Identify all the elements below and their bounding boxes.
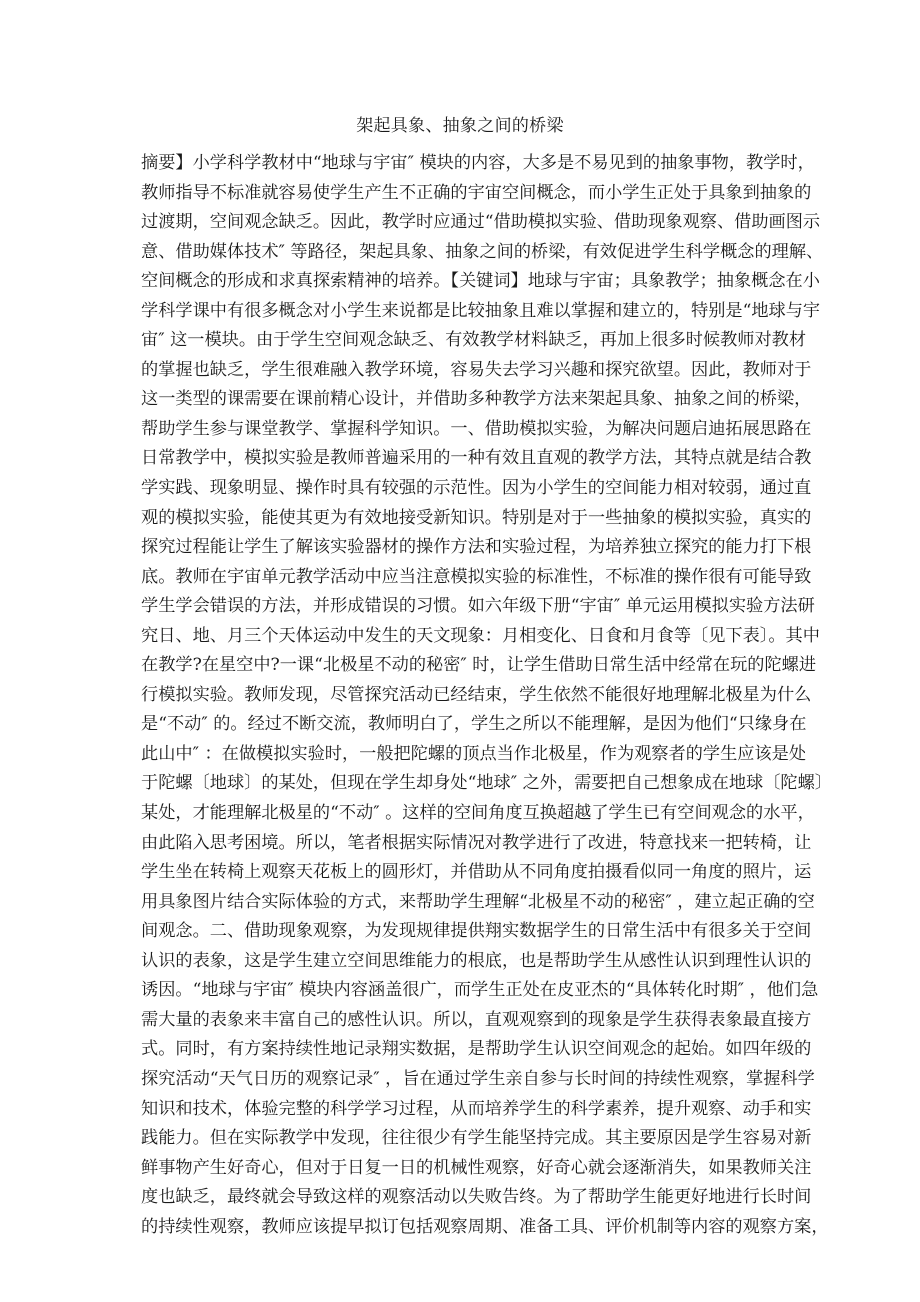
body-line: 某处，才能理解北极星的“不动″ 。这样的空间角度互换超越了学生已有空间观念的水平， — [141, 803, 815, 824]
body-line: 诱因。“地球与宇宙″ 模块内容涵盖很广，而学生正处在皮亚杰的“具体转化时期″ ，他们急 — [141, 980, 819, 1001]
body-line: 知识和技术，体验完整的科学学习过程，从而培养学生的科学素养，提升观察、动手和实 — [141, 1098, 812, 1119]
body-line: 这一类型的课需要在课前精心设计，并借助多种教学方法来架起具象、抽象之间的桥梁， — [141, 389, 812, 410]
body-line: 是“不动″ 的。经过不断交流，教师明白了，学生之所以不能理解，是因为他们“只缘身在 — [141, 714, 807, 735]
body-line: 的掌握也缺乏，学生很难融入教学环境，容易失去学习兴趣和探究欲望。因此，教师对于 — [141, 359, 812, 380]
body-line: 学实践、现象明显、操作时具有较强的示范性。因为小学生的空间能力相对较弱，通过直 — [141, 478, 812, 499]
body-line: 空间概念的形成和求真探索精神的培养。【关键词】地球与宇宙；具象教学；抽象概念在小 — [141, 271, 820, 292]
body-line: 究日、地、月三个天体运动中发生的天文现象：月相变化、日食和月食等〔见下表〕。其中 — [141, 625, 820, 646]
body-line: 摘要】小学科学教材中“地球与宇宙″ 模块的内容，大多是不易见到的抽象事物，教学时， — [141, 153, 815, 173]
body-line: 意、借助媒体技术″ 等路径，架起具象、抽象之间的桥梁，有效促进学生科学概念的理解、 — [141, 241, 824, 262]
body-line: 观的模拟实验，能使其更为有效地接受新知识。特别是对于一些抽象的模拟实验，真实的 — [141, 507, 812, 528]
document-title: 架起具象、抽象之间的桥梁 — [356, 116, 564, 136]
body-line: 日常教学中，模拟实验是教师普遍采用的一种有效且直观的教学方法，其特点就是结合教 — [141, 448, 812, 469]
body-line: 学生学会错误的方法，并形成错误的习惯。如六年级下册“宇宙″ 单元运用模拟实验方法研 — [141, 596, 815, 617]
body-line: 此山中″ ：在做模拟实验时，一般把陀螺的顶点当作北极星，作为观察者的学生应该是处 — [141, 743, 807, 764]
body-line: 探究过程能让学生了解该实验器材的操作方法和实验过程，为培养独立探究的能力打下根 — [141, 537, 812, 558]
body-line: 认识的表象，这是学生建立空间思维能力的根底，也是帮助学生从感性认识到理性认识的 — [141, 950, 812, 971]
body-line: 用具象图片结合实际体验的方式，来帮助学生理解“北极星不动的秘密″ ，建立起正确的空 — [141, 891, 815, 912]
body-line: 底。教师在宇宙单元教学活动中应当注意模拟实验的标准性，不标准的操作很有可能导致 — [141, 566, 812, 587]
body-line: 学科学课中有很多概念对小学生来说都是比较抽象且难以掌握和建立的，特别是“地球与宇 — [141, 300, 821, 321]
document-body — [141, 149, 832, 1242]
body-line: 宙″ 这一模块。由于学生空间观念缺乏、有效教学材料缺乏，再加上很多时候教师对教材 — [141, 330, 807, 351]
body-line: 探究活动“天气日历的观察记录″ ，旨在通过学生亲自参与长时间的持续性观察，掌握科学 — [141, 1068, 815, 1089]
body-line: 的持续性观察，教师应该提早拟订包括观察周期、准备工具、评价机制等内容的观察方案， — [141, 1216, 829, 1237]
body-line: 帮助学生参与课堂教学、掌握科学知识。一、借助模拟实验，为解决问题启迪拓展思路在 — [141, 418, 812, 439]
body-line: 由此陷入思考困境。所以，笔者根据实际情况对教学进行了改进，特意找来一把转椅，让 — [141, 832, 812, 853]
body-line: 于陀螺〔地球〕的某处，但现在学生却身处“地球″ 之外，需要把自己想象成在地球〔陀螺〕 — [141, 773, 832, 794]
body-line: 鲜事物产生好奇心，但对于日复一日的机械性观察，好奇心就会逐渐消失，如果教师关注 — [141, 1157, 812, 1178]
body-line: 需大量的表象来丰富自己的感性认识。所以，直观观察到的现象是学生获得表象最直接方 — [141, 1009, 812, 1030]
body-line: 行模拟实验。教师发现，尽管探究活动已经结束，学生依然不能很好地理解北极星为什么 — [141, 684, 812, 705]
body-line: 教师指导不标准就容易使学生产生不正确的宇宙空间概念，而小学生正处于具象到抽象的 — [141, 182, 812, 203]
body-line: 式。同时，有方案持续性地记录翔实数据，是帮助学生认识空间观念的起始。如四年级的 — [141, 1039, 812, 1060]
body-line: 度也缺乏，最终就会导致这样的观察活动以失败告终。为了帮助学生能更好地进行长时间 — [141, 1187, 812, 1208]
body-line: 间观念。二、借助现象观察，为发现规律提供翔实数据学生的日常生活中有很多关于空间 — [141, 921, 812, 942]
body-line: 学生坐在转椅上观察天花板上的圆形灯，并借助从不同角度拍摄看似同一角度的照片，运 — [141, 862, 812, 883]
body-line: 在教学?在星空中?一课“北极星不动的秘密″ 时，让学生借助日常生活中经常在玩的陀螺进 — [141, 655, 817, 676]
body-line: 践能力。但在实际教学中发现，往往很少有学生能坚持完成。其主要原因是学生容易对新 — [141, 1128, 812, 1149]
body-line: 过渡期，空间观念缺乏。因此，教学时应通过“借助模拟实验、借助现象观察、借助画图示 — [141, 212, 821, 233]
